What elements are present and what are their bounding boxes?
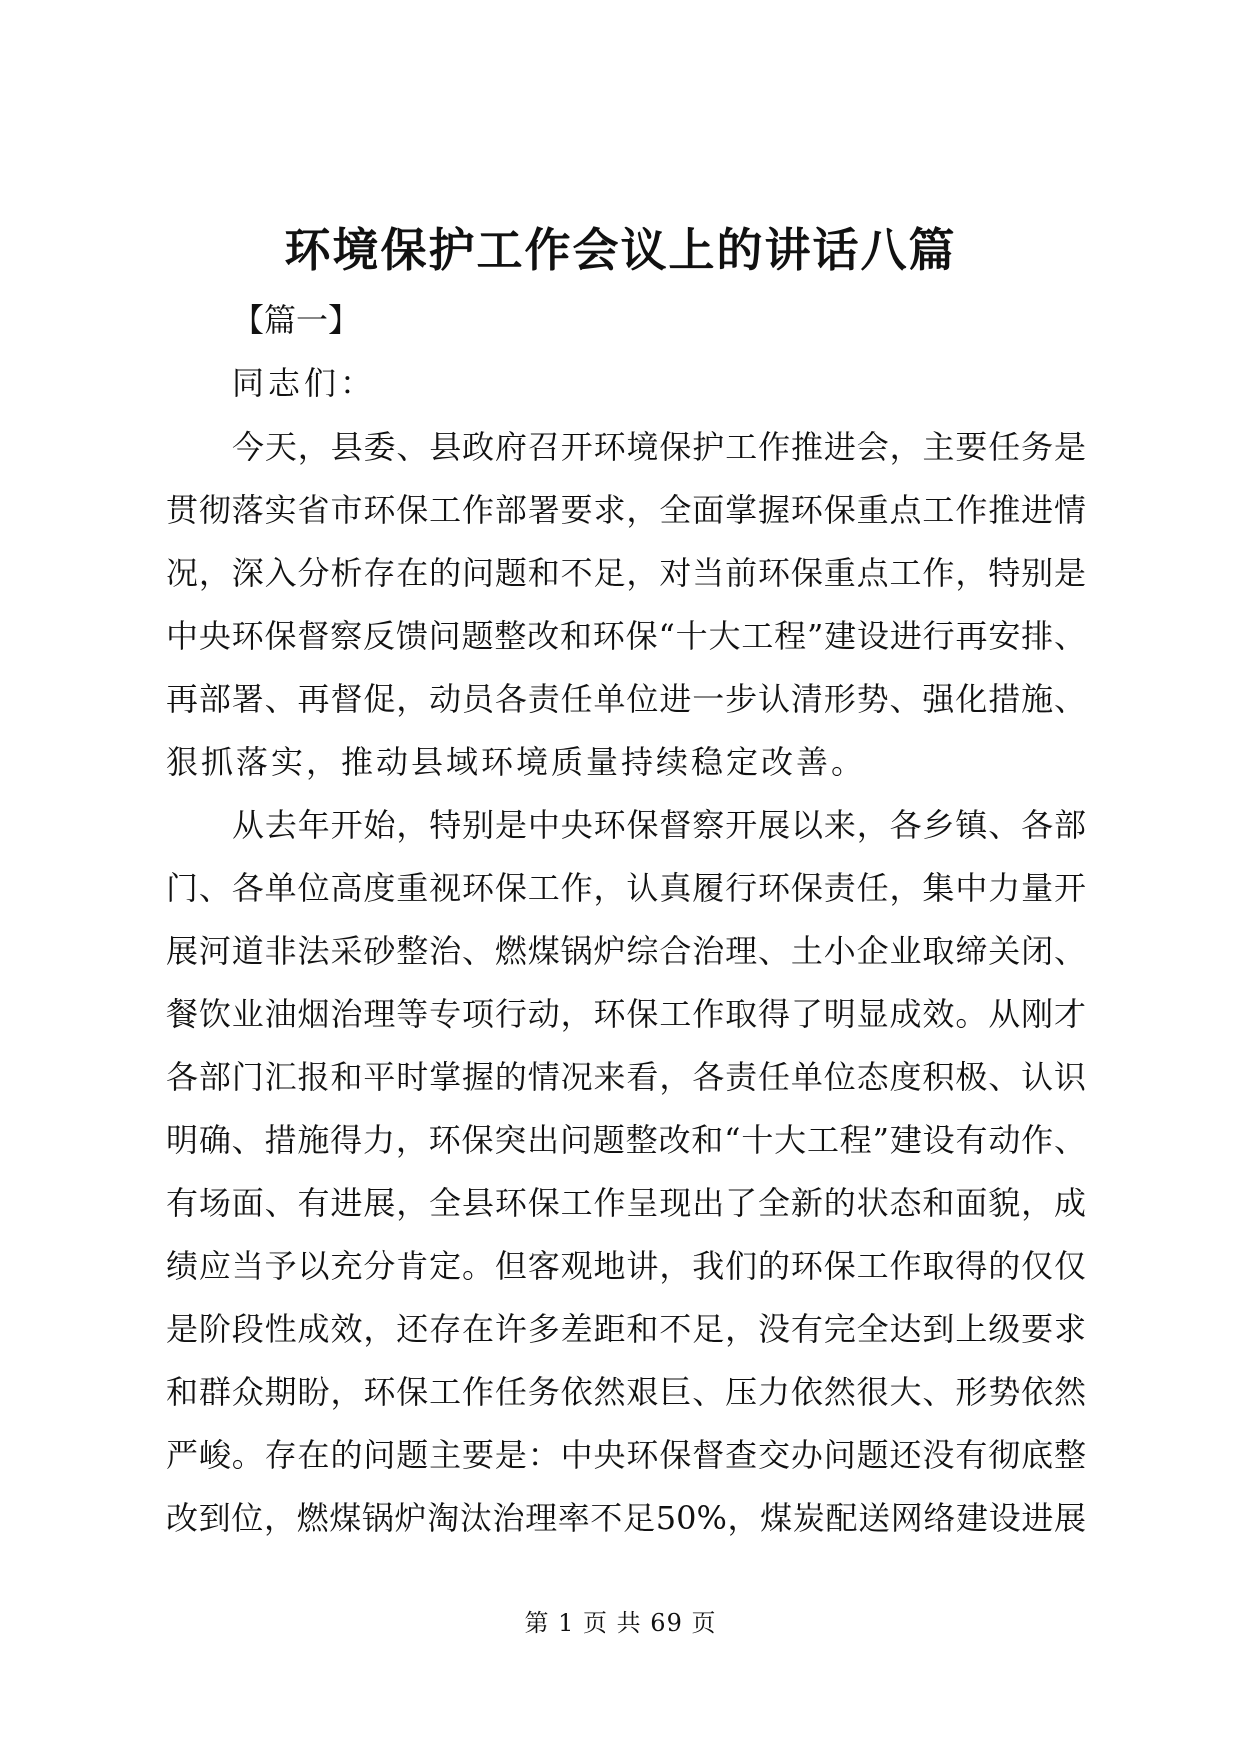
- salutation: 同志们：: [232, 364, 377, 402]
- paragraph-line: 改到位，燃煤锅炉淘汰治理率不足50%，煤炭配送网络建设进展: [166, 1499, 1086, 1537]
- paragraph-line: 各部门汇报和平时掌握的情况来看，各责任单位态度积极、认识: [166, 1058, 1086, 1096]
- paragraph-line: 餐饮业油烟治理等专项行动，环保工作取得了明显成效。从刚才: [166, 995, 1086, 1033]
- paragraph-line: 况，深入分析存在的问题和不足，对当前环保重点工作，特别是: [166, 554, 1086, 592]
- document-title: 环境保护工作会议上的讲话八篇: [284, 223, 957, 277]
- paragraph-line: 今天，县委、县政府召开环境保护工作推进会，主要任务是: [232, 428, 1086, 466]
- paragraph-line: 和群众期盼，环保工作任务依然艰巨、压力依然很大、形势依然: [166, 1373, 1086, 1411]
- paragraph-line: 严峻。存在的问题主要是：中央环保督查交办问题还没有彻底整: [166, 1436, 1086, 1474]
- page-number-footer: 第 1 页 共 69 页: [524, 1609, 717, 1637]
- section-label: 【篇一】: [232, 301, 361, 339]
- paragraph-line: 明确、措施得力，环保突出问题整改和“十大工程”建设有动作、: [166, 1121, 1086, 1159]
- paragraph-line: 狠抓落实，推动县域环境质量持续稳定改善。: [166, 743, 867, 781]
- paragraph-line: 贯彻落实省市环保工作部署要求，全面掌握环保重点工作推进情: [166, 491, 1086, 529]
- paragraph-line: 是阶段性成效，还存在许多差距和不足，没有完全达到上级要求: [166, 1310, 1086, 1348]
- paragraph-line: 再部署、再督促，动员各责任单位进一步认清形势、强化措施、: [166, 680, 1086, 718]
- paragraph-line: 从去年开始，特别是中央环保督察开展以来，各乡镇、各部: [232, 806, 1086, 844]
- paragraph-line: 门、各单位高度重视环保工作，认真履行环保责任，集中力量开: [166, 869, 1086, 907]
- paragraph-line: 中央环保督察反馈问题整改和环保“十大工程”建设进行再安排、: [166, 617, 1086, 655]
- paragraph-line: 绩应当予以充分肯定。但客观地讲，我们的环保工作取得的仅仅: [166, 1247, 1086, 1285]
- paragraph-line: 有场面、有进展，全县环保工作呈现出了全新的状态和面貌，成: [166, 1184, 1086, 1222]
- paragraph-line: 展河道非法采砂整治、燃煤锅炉综合治理、土小企业取缔关闭、: [166, 932, 1086, 970]
